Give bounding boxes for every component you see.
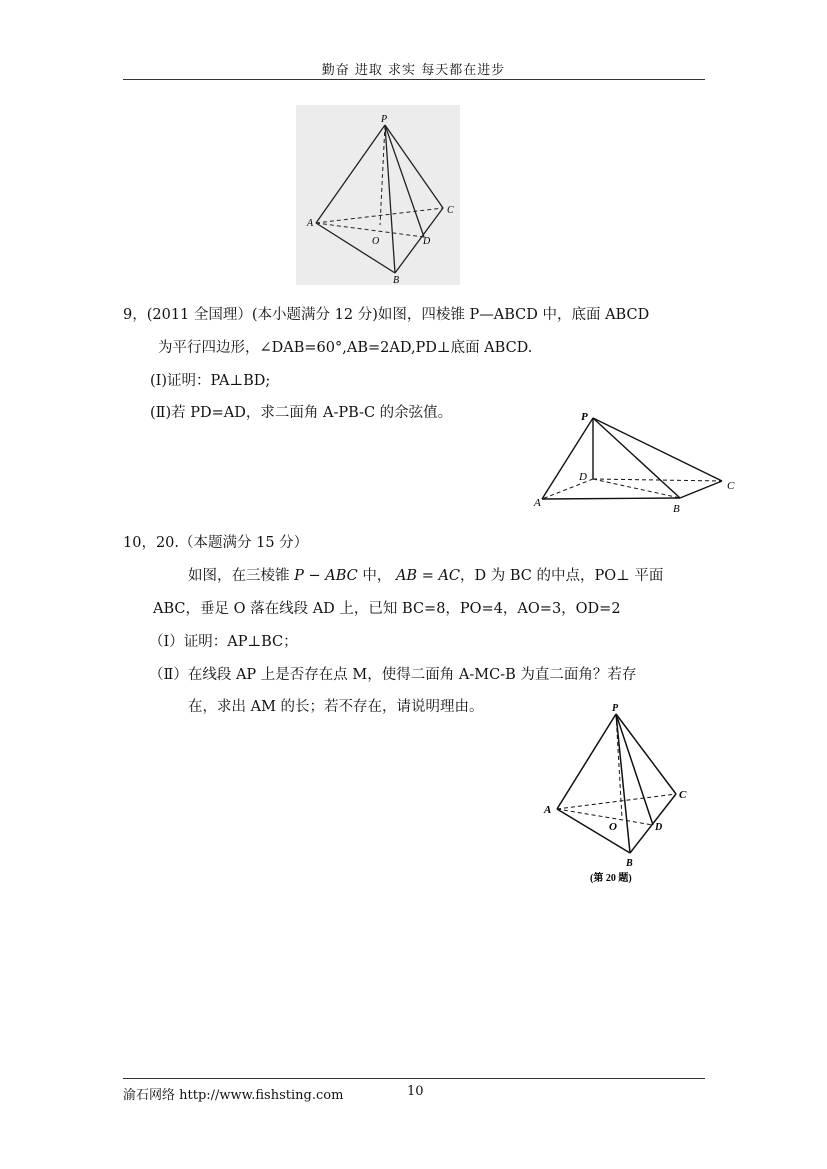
- footer-site: 渝石网络 http://www.fishsting.com: [123, 1088, 344, 1103]
- problem10-part2-line2: 在，求出 AM 的长；若不存在，请说明理由。: [188, 699, 484, 715]
- figure-pyramid-abcd: [530, 408, 745, 518]
- problem10-line1-pre: 如图，在三棱锥: [188, 568, 295, 584]
- figure-pyramid-top-drawing: [296, 105, 460, 285]
- fig2-label-a: A: [534, 497, 541, 509]
- figure-pyramid-top: [296, 105, 460, 285]
- fig3-label-d: D: [655, 822, 663, 833]
- fig2-label-b: B: [673, 503, 680, 515]
- problem9-part2: (Ⅱ)若 PD=AD，求二面角 A-PB-C 的余弦值。: [150, 405, 453, 421]
- page-header: 勤奋 进取 求实 每天都在进步: [321, 63, 506, 78]
- fig1-label-b: B: [393, 275, 400, 285]
- footer-rule: [123, 1078, 705, 1079]
- problem10-math-ab-ac: AB = AC: [395, 568, 461, 584]
- problem10-title: 10，20.（本题满分 15 分）: [123, 535, 309, 551]
- fig1-label-o: O: [372, 236, 380, 247]
- fig3-label-b: B: [626, 858, 633, 869]
- figure-pyramid-abcd-drawing: [530, 408, 745, 518]
- problem9-part1: (Ⅰ)证明：PA⊥BD;: [150, 373, 271, 389]
- fig2-label-c: C: [727, 480, 735, 492]
- fig1-label-a: A: [307, 218, 314, 229]
- fig1-label-c: C: [447, 205, 454, 216]
- footer-page-number: 10: [407, 1084, 424, 1099]
- problem10-part2-line1: （Ⅱ）在线段 AP 上是否存在点 M，使得二面角 A-MC-B 为直二面角？若存: [149, 667, 637, 683]
- fig3-label-p: P: [612, 703, 619, 714]
- figure-pyramid-20-drawing: [540, 700, 700, 890]
- fig2-label-d: D: [579, 471, 587, 483]
- fig1-label-p: P: [381, 114, 388, 125]
- fig3-caption: (第 20 题): [590, 873, 632, 884]
- problem10-part1: （Ⅰ）证明：AP⊥BC；: [149, 634, 298, 650]
- figure-pyramid-20: [540, 700, 700, 890]
- fig2-label-p: P: [581, 411, 588, 423]
- problem10-line1-mid: 中，: [357, 568, 396, 584]
- problem10-line2: ABC，垂足 O 落在线段 AD 上，已知 BC=8，PO=4，AO=3，OD=2: [153, 601, 621, 617]
- header-rule: [123, 79, 705, 80]
- problem9-line2: 为平行四边形，∠DAB=60°,AB=2AD,PD⊥底面 ABCD.: [158, 340, 533, 356]
- problem10-line1-post: ，D 为 BC 的中点，PO⊥ 平面: [460, 568, 664, 584]
- problem9-line1: 9，(2011 全国理）(本小题满分 12 分)如图，四棱锥 P—ABCD 中，底面 ABCD: [123, 307, 650, 323]
- problem10-line1: [188, 564, 663, 585]
- fig3-label-c: C: [679, 789, 687, 801]
- fig3-label-a: A: [544, 804, 552, 816]
- problem10-math-pabc: P − ABC: [294, 568, 358, 584]
- fig1-label-d: D: [423, 236, 431, 247]
- fig3-label-o: O: [609, 821, 617, 833]
